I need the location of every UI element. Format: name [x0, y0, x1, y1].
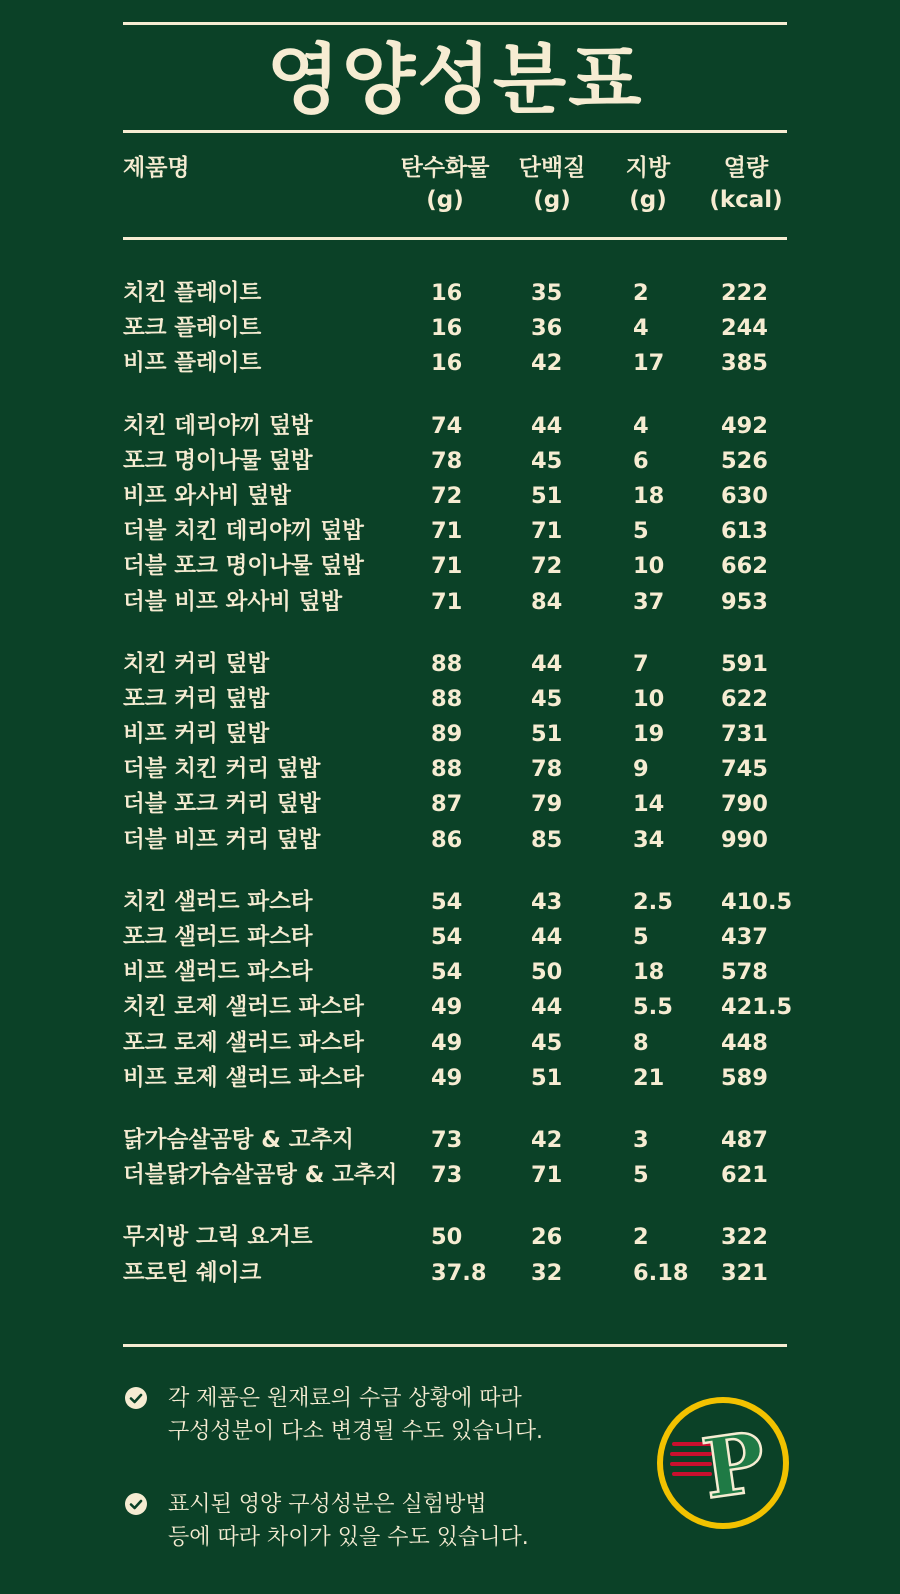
calorie-value: 526: [721, 447, 768, 474]
header-protein-unit: (g): [533, 187, 571, 213]
nutrition-table: [123, 276, 803, 1318]
calorie-value: 421.5: [721, 994, 793, 1021]
calorie-value: 448: [721, 1029, 768, 1056]
fat-value: 6.18: [633, 1259, 689, 1286]
product-name: 무지방 그릭 요거트: [123, 1224, 313, 1251]
header-calories-unit: (kcal): [709, 187, 783, 213]
product-name: 비프 로제 샐러드 파스타: [123, 1064, 364, 1091]
calorie-value: 622: [721, 685, 768, 712]
table-row: [123, 549, 803, 584]
protein-value: 72: [531, 553, 563, 580]
calorie-value: 589: [721, 1064, 768, 1091]
calorie-value: 578: [721, 959, 768, 986]
table-row: [123, 1061, 803, 1096]
header-carbohydrate-label: 탄수화물: [400, 155, 490, 181]
calorie-value: 591: [721, 650, 768, 677]
protein-value: 26: [531, 1224, 563, 1251]
calorie-value: 990: [721, 826, 768, 853]
protein-value: 42: [531, 350, 563, 377]
carb-value: 78: [431, 447, 463, 474]
header-fat: [614, 152, 682, 216]
group-others: [123, 1220, 803, 1290]
table-row: [123, 823, 803, 858]
table-row: [123, 276, 803, 311]
carb-value: 73: [431, 1126, 463, 1153]
product-name: 비프 플레이트: [123, 350, 262, 377]
fat-value: 7: [633, 650, 649, 677]
product-name: 비프 와사비 덮밥: [123, 482, 291, 509]
fat-value: 2: [633, 280, 649, 306]
note-text-line: 등에 따라 차이가 있을 수도 있습니다.: [168, 1525, 529, 1550]
fat-value: 21: [633, 1064, 665, 1091]
product-name: 치킨 샐러드 파스타: [123, 888, 313, 915]
fat-value: 19: [633, 721, 665, 748]
table-row: [123, 1158, 803, 1193]
protein-value: 50: [531, 959, 563, 986]
fat-value: 5.5: [633, 994, 673, 1021]
fat-value: 6: [633, 447, 649, 474]
protein-value: 44: [531, 994, 563, 1021]
protein-value: 71: [531, 1162, 563, 1189]
carb-value: 49: [431, 1064, 463, 1091]
product-name: 포크 명이나물 덮밥: [123, 447, 313, 474]
carb-value: 86: [431, 826, 463, 853]
note-text-line: 각 제품은 원재료의 수급 상황에 따라: [168, 1386, 522, 1411]
product-name: 치킨 데리야끼 덮밥: [123, 412, 313, 439]
product-name: 포크 커리 덮밥: [123, 685, 270, 712]
calorie-value: 437: [721, 924, 768, 950]
product-name: 포크 로제 샐러드 파스타: [123, 1029, 364, 1056]
protein-value: 45: [531, 447, 563, 474]
product-name: 더블 치킨 커리 덮밥: [123, 756, 321, 783]
header-protein-label: 단백질: [518, 155, 586, 181]
carb-value: 50: [431, 1224, 463, 1251]
table-row: [123, 752, 803, 787]
calorie-value: 790: [721, 791, 768, 818]
carb-value: 72: [431, 482, 463, 509]
page-title: 영양성분표: [266, 35, 644, 124]
header-carbohydrate-unit: (g): [426, 187, 464, 213]
table-row: [123, 885, 803, 920]
protein-value: 84: [531, 588, 563, 615]
note-text-line: 구성성분이 다소 변경될 수도 있습니다.: [168, 1419, 543, 1444]
note-item: [123, 1382, 643, 1448]
group-salad-pasta: [123, 885, 803, 1096]
product-name: 닭가슴살곰탕 & 고추지: [123, 1126, 354, 1153]
carb-value: 71: [431, 553, 463, 580]
protein-value: 78: [531, 756, 563, 783]
table-row: [123, 311, 803, 346]
header-fat-unit: (g): [629, 187, 667, 213]
carb-value: 16: [431, 350, 463, 377]
footer-rule: [123, 1344, 787, 1347]
protein-value: 45: [531, 1029, 563, 1056]
protein-value: 32: [531, 1259, 563, 1286]
notes-section: [123, 1382, 643, 1594]
carb-value: 87: [431, 791, 463, 818]
fat-value: 5: [633, 518, 649, 545]
carb-value: 71: [431, 588, 463, 615]
product-name: 치킨 플레이트: [123, 280, 262, 306]
carb-value: 49: [431, 1029, 463, 1056]
protein-value: 36: [531, 315, 563, 342]
brand-logo: [654, 1394, 792, 1532]
protein-value: 51: [531, 482, 563, 509]
protein-value: 44: [531, 924, 563, 950]
calorie-value: 630: [721, 482, 768, 509]
protein-value: 44: [531, 412, 563, 439]
protein-value: 79: [531, 791, 563, 818]
calorie-value: 492: [721, 412, 768, 439]
group-curry-bowl: [123, 647, 803, 858]
calorie-value: 621: [721, 1162, 768, 1189]
fat-value: 8: [633, 1029, 649, 1056]
protein-value: 44: [531, 650, 563, 677]
table-row: [123, 479, 803, 514]
carb-value: 89: [431, 721, 463, 748]
product-name: 치킨 커리 덮밥: [123, 650, 270, 677]
calorie-value: 244: [721, 315, 768, 342]
calorie-value: 410.5: [721, 888, 793, 915]
fat-value: 34: [633, 826, 665, 853]
fat-value: 17: [633, 350, 665, 377]
header-calories: [702, 152, 790, 216]
carb-value: 88: [431, 685, 463, 712]
fat-value: 9: [633, 756, 649, 783]
calorie-value: 321: [721, 1259, 768, 1286]
top-rule: [123, 22, 787, 25]
logo-letter: P: [697, 1414, 772, 1518]
table-row: [123, 444, 803, 479]
carb-value: 16: [431, 315, 463, 342]
header-protein: [510, 152, 594, 216]
carb-value: 88: [431, 756, 463, 783]
fat-value: 18: [633, 482, 665, 509]
group-plate: [123, 276, 803, 382]
protein-value: 35: [531, 280, 563, 306]
carb-value: 74: [431, 412, 463, 439]
carb-value: 88: [431, 650, 463, 677]
product-name: 더블닭가슴살곰탕 & 고추지: [123, 1162, 398, 1189]
fat-value: 37: [633, 588, 665, 615]
product-name: 치킨 로제 샐러드 파스타: [123, 994, 364, 1021]
header-fat-label: 지방: [625, 155, 671, 181]
fat-value: 2: [633, 1224, 649, 1251]
carb-value: 49: [431, 994, 463, 1021]
product-name: 더블 비프 커리 덮밥: [123, 826, 321, 853]
carb-value: 54: [431, 888, 463, 915]
note-text-line: 표시된 영양 구성성분은 실험방법: [168, 1492, 487, 1517]
product-name: 더블 포크 명이나물 덮밥: [123, 553, 364, 580]
fat-value: 3: [633, 1126, 649, 1153]
table-row: [123, 1026, 803, 1061]
table-row: [123, 346, 803, 381]
check-circle-icon: [125, 1387, 147, 1409]
table-row: [123, 409, 803, 444]
table-row: [123, 920, 803, 955]
carb-value: 16: [431, 280, 463, 306]
protein-value: 51: [531, 721, 563, 748]
protein-value: 51: [531, 1064, 563, 1091]
table-row: [123, 990, 803, 1025]
note-item: [123, 1488, 643, 1554]
calorie-value: 662: [721, 553, 768, 580]
carb-value: 54: [431, 959, 463, 986]
table-row: [123, 955, 803, 990]
protein-value: 85: [531, 826, 563, 853]
product-name: 비프 커리 덮밥: [123, 721, 270, 748]
calorie-value: 745: [721, 756, 768, 783]
calorie-value: 613: [721, 518, 768, 545]
product-name: 더블 치킨 데리야끼 덮밥: [123, 518, 364, 545]
fat-value: 10: [633, 553, 665, 580]
header-product-name: 제품명: [123, 155, 190, 181]
table-row: [123, 647, 803, 682]
table-row: [123, 1220, 803, 1255]
calorie-value: 953: [721, 588, 768, 615]
fat-value: 18: [633, 959, 665, 986]
protein-value: 42: [531, 1126, 563, 1153]
table-row: [123, 1123, 803, 1158]
carb-value: 73: [431, 1162, 463, 1189]
table-row: [123, 717, 803, 752]
check-circle-icon: [125, 1493, 147, 1515]
product-name: 더블 비프 와사비 덮밥: [123, 588, 343, 615]
group-gomtang: [123, 1123, 803, 1193]
table-row: [123, 514, 803, 549]
fat-value: 5: [633, 1162, 649, 1189]
protein-value: 43: [531, 888, 563, 915]
table-row: [123, 787, 803, 822]
table-row: [123, 682, 803, 717]
carb-value: 37.8: [431, 1259, 487, 1286]
table-row: [123, 585, 803, 620]
fat-value: 10: [633, 685, 665, 712]
carb-value: 54: [431, 924, 463, 950]
header-carbohydrate: [394, 152, 496, 216]
carb-value: 71: [431, 518, 463, 545]
protein-value: 45: [531, 685, 563, 712]
protein-value: 71: [531, 518, 563, 545]
calorie-value: 385: [721, 350, 768, 377]
header-rule: [123, 237, 787, 240]
fat-value: 4: [633, 315, 649, 342]
header-calories-label: 열량: [723, 155, 769, 181]
group-rice-bowl: [123, 409, 803, 620]
product-name: 프로틴 쉐이크: [123, 1259, 262, 1286]
fat-value: 14: [633, 791, 665, 818]
title-rule: [123, 130, 787, 133]
fat-value: 4: [633, 412, 649, 439]
product-name: 더블 포크 커리 덮밥: [123, 791, 321, 818]
fat-value: 5: [633, 924, 649, 950]
calorie-value: 222: [721, 280, 768, 306]
product-name: 포크 샐러드 파스타: [123, 924, 313, 950]
product-name: 비프 샐러드 파스타: [123, 959, 313, 986]
calorie-value: 731: [721, 721, 768, 748]
table-row: [123, 1256, 803, 1291]
fat-value: 2.5: [633, 888, 673, 915]
product-name: 포크 플레이트: [123, 315, 262, 342]
calorie-value: 322: [721, 1224, 768, 1251]
calorie-value: 487: [721, 1126, 768, 1153]
